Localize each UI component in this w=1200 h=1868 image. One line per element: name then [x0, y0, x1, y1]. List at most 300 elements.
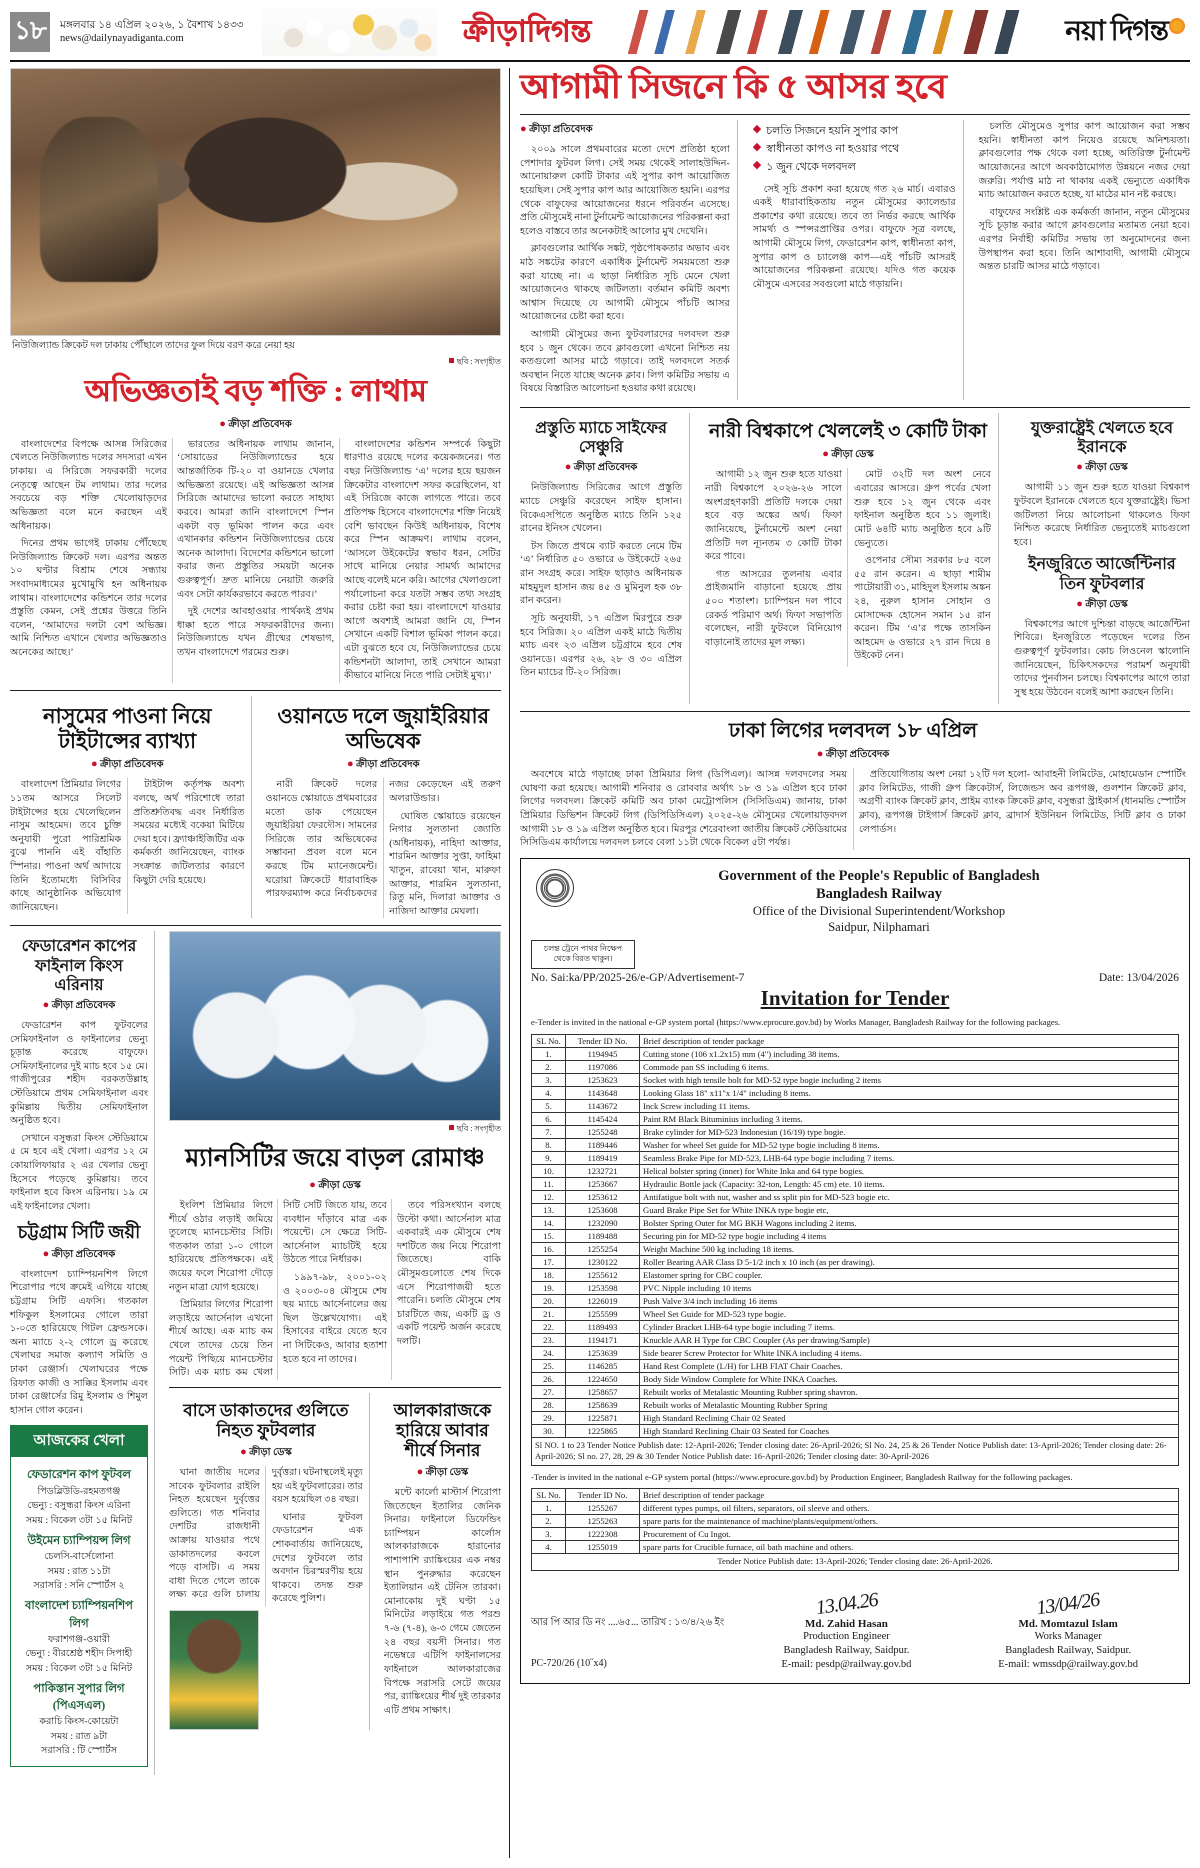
byline — [10, 417, 501, 434]
lead-col-1 — [520, 120, 738, 400]
signatory-name: Md. Momtazul Islam — [1018, 1618, 1118, 1631]
cell-sl: 4. — [532, 1086, 566, 1099]
table-row — [532, 1528, 1179, 1541]
list-item — [753, 158, 956, 176]
tender-header — [531, 867, 1179, 936]
cell-sl: 24. — [532, 1346, 566, 1359]
paragraph: বাংলাদেশ প্রিমিয়ার লিগের ১১তম আসরে সিলেট টাইটান্সের হয়ে খেলেছিলেন নাসুম আহমেদ। তবে চুক্তি অনুযায়ী পুরো পারিশ্রমিক বুঝে পাননি এই বাঁহাতি স্পিনার। পাওনা অর্থ আদায়ে তিনি ইতোমধ্যে বিসিবির কাছে আনুষ্ঠানিক অভিযোগ জানিয়েছেন। — [10, 779, 122, 913]
story-headline: বাসে ডাকাতদের গুলিতে নিহত ফুটবলার — [183, 1400, 349, 1440]
cell-description: Inck Screw including 11 items. — [640, 1099, 1179, 1112]
cell-description: Wheel Set Guide for MD-523 type bogie. — [640, 1307, 1179, 1320]
cell-description: Socket with high tensile bolt for MD-52 type bogie including 2 items — [640, 1073, 1179, 1086]
table-row — [532, 1398, 1179, 1411]
today-schedule-box — [10, 1425, 148, 1766]
table-row — [532, 1086, 1179, 1099]
paragraph: টাইটান্স কর্তৃপক্ষ অবশ্য বলছে, অর্থ পরিশোধে তারা প্রতিশ্রুতিবদ্ধ এবং নির্ধারিত সময়ের মধ্যেই বকেয়া মিটিয়ে দেয়া হবে। ফ্র্যাঞ্চাইজিটির এক কর্মকর্তা জানিয়েছেন, ব্যাংক সংক্রান্ত জটিলতার কারণে কিছুটা দেরি হয়েছে। — [133, 779, 245, 886]
list-item — [753, 140, 956, 158]
government-line: Government of the People's Republic of Bangladesh — [718, 867, 1040, 884]
paragraph: মন্টে কার্লো মাস্টার্স শিরোপা জিতেছেন ইতালির জেনিক সিনার। ফাইনালে ডিফেন্ডিং চ্যাম্পিয়ন কার্লোস আলকারাজকে হারানোর পাশাপাশি র‍্যাঙ্কিংয়ের এক নম্বর স্থান পুনরুদ্ধার করেছেন ইতালিয়ান এই টেনিস তারকা। মোনাকোয় দুই ঘণ্টা ১৫ মিনিটের লড়াইয়ে গত পরশু ৭-৬ (৭-৪), ৬-৩ গেমে জেতেন ২৪ বছর বয়সী সিনার। গত নভেম্বরে এটিপি ফাইনালসের ফাইনালে আলকারাজের বিপক্ষে সরাসরি সেটে জয়ের পর, র‍্যাঙ্কিংয়ের শীর্ষ দুই তারকার এটি প্রথম সাক্ষাৎ। — [383, 1487, 501, 1716]
tender-table-1 — [531, 1034, 1179, 1438]
story-headline: ফেডারেশন কাপের ফাইনাল কিংস এরিনায় — [21, 938, 137, 994]
paragraph: বাংলাদেশ চ্যাম্পিয়নশিপ লিগে শিরোপার পথে ক্রমেই এগিয়ে যাচ্ছে চট্টগ্রাম সিটি এফসি। গতকাল শফিকুল ইসলামের গোলে তারা ১-০তে হারিয়েছে গিটল ফ্রেন্ডসকে। অন্য ম্যাচে ২-২ গোলে ড্র করেছে খেলাঘর সমাজ কল্যাণ সমিতি ও ঢাকা রেঞ্জার্স। খেলাঘরের পক্ষে রিফাত কাজী ও সাক্কির ইসলাম এবং ঢাকা রেঞ্জার্সের রিমু ইসলাম ও শিমুল হাসান গোল করেন। — [10, 1268, 148, 1416]
cell-sl: 9. — [532, 1151, 566, 1164]
athletes-banner-photo — [613, 10, 1043, 54]
cell-tender-id: 1194171 — [566, 1333, 640, 1346]
masthead — [10, 6, 1190, 62]
schedule-teams: চেলসি-বার্সেলোনা — [44, 1551, 114, 1563]
cell-tender-id: 1253608 — [566, 1203, 640, 1216]
cell-tender-id: 1258657 — [566, 1385, 640, 1398]
cell-sl: 10. — [532, 1164, 566, 1177]
cell-description: Bolster Spring Outer for MG BKH Wagons including 2 items. — [640, 1216, 1179, 1229]
table-row — [532, 1515, 1179, 1528]
signatory-org: Bangladesh Railway, Saidpur. — [783, 1645, 910, 1657]
section-logo: ক্রীড়াদিগন্ত — [462, 14, 592, 48]
credit-text: ছবি : সংগৃহীত — [456, 1124, 501, 1134]
today-schedule-title: আজকের খেলা — [11, 1426, 147, 1457]
paragraph: ঘানার ফুটবল ফেডারেশন এক শোকবার্তায় জানিয়েছে, দেশের ফুটবলে তার অবদান চিরস্মরণীয় হয়ে থাকবে। তদন্ত শুরু করেছে পুলিশ। — [271, 1511, 363, 1605]
cell-sl: 3. — [532, 1528, 566, 1541]
column-header-description: Brief description of tender package — [640, 1034, 1179, 1047]
paragraph: ওপেনার সৌম্য সরকার ৮৫ বলে ৫৫ রান করেন। এ ছাড়া শামীম পাটোয়ারী ৩১, মাহিদুল ইসলাম অঙ্কন ২৪, নুরুল হাসান সোহান ও মোসাদ্দেক হোসেন সমান ১৫ রান করেন। টিম ‘এ’র পক্ষে তাসকিন আহমেদ ৬ ওভারে ২৭ রান দিয়ে ৪ উইকেট নেন। — [853, 555, 991, 662]
byline — [1014, 460, 1190, 477]
table-row — [532, 1372, 1179, 1385]
column-header-sl: SL No. — [532, 1034, 566, 1047]
paragraph: ক্লাবগুলোর আর্থিক সঙ্কট, পৃষ্ঠপোষকতার অভাব এবং মাঠ সঙ্কটের কারণে একাধিক টুর্নামেন্ট সময়মতো শুরু করা যাচ্ছে না। এ ছাড়া নির্ধারিত সূচি মেনে খেলা আয়োজনেও থাকছে জটিলতা। বর্তমান কমিটি অবশ্য আশ্বাস দিয়েছে যে আগামী মৌসুমে পাঁচটি আসর আয়োজনের চেষ্টা করা হবে। — [520, 243, 730, 323]
bullet-icon: ● — [309, 1178, 316, 1191]
signatory-email: E-mail: wmssdp@railway.gov.bd — [998, 1659, 1139, 1671]
bullet-icon: ● — [42, 1247, 50, 1260]
credit-marker-icon — [449, 1125, 454, 1130]
lead-col-3 — [972, 120, 1190, 400]
schedule-title: পাকিস্তান সুপার লিগ (পিএসএল) — [33, 1682, 125, 1713]
story-body — [266, 778, 501, 918]
paragraph: ভারতের অধিনায়ক লাথাম জানান, ‘সোয়াডের নিউজিল্যান্ডের হয়ে আন্তর্জাতিক টি-২০ বা ওয়ানডে খেলার অভিজ্ঞতা রয়েছে। এই অভিজ্ঞতা আসন্ন সিরিজে আমাদের ভালো করতে সাহায্য করবে। আমরা জানি বাংলাদেশে স্পিন একটা বড় ভূমিকা পালন করে এবং এখানকার কন্ডিশন নিউজিল্যান্ডের চেয়ে অনেক আলাদা। বিদেশের কন্ডিশনে ভালো করার জন্য প্রস্তুতির সময়টা অনেক গুরুত্বপূর্ণ। দ্রুত মানিয়ে নেয়াটা জরুরি এবং সেটা কার্যকরভাবে করতে পারব।’ — [177, 438, 334, 600]
cell-description: Washer for wheel Set guide for MD-52 type bogie including 8 items. — [640, 1138, 1179, 1151]
rpr-reference: আর পি আর ডি নং ....৬৫... তারিখ : ১৩/৪/২৬ ইং — [531, 1617, 725, 1629]
tender-footer — [531, 1588, 1179, 1673]
contact-email: news@dailynayadiganta.com — [60, 33, 184, 44]
byline-text: ক্রীড়া প্রতিবেদক — [51, 1248, 116, 1260]
story-headline: ওয়ানডে দলে জুয়াইরিয়ার অভিষেক — [277, 703, 490, 753]
column-header-tenderid: Tender ID No. — [566, 1489, 640, 1502]
tender-intro-2: -Tender is invited in the national e-GP system portal (https://www.eprocure.gov.bd) by Production Engineer, Bangladesh Railway for the following packages. — [531, 1471, 1073, 1482]
table-row — [532, 1177, 1179, 1190]
secondary-stories-row — [10, 696, 501, 919]
table-row — [532, 1502, 1179, 1515]
schedule-broadcast: সরাসরি : টি স্পোর্টস — [41, 1745, 117, 1757]
story-sinner — [378, 1393, 501, 1730]
paragraph: ইংলিশ প্রিমিয়ার লিগে শীর্ষে ওঠার লড়াই জমিয়ে তুলেছে ম্যানচেস্টার সিটি। গতকাল তারা ১-০ গোলে হারিয়েছে প্রতিপক্ষকে। এই জয়ের ফলে শিরোপা দৌড়ে নতুন মাত্রা যোগ হয়েছে। — [168, 1199, 273, 1293]
cell-tender-id: 1189493 — [566, 1320, 640, 1333]
cell-sl: 11. — [532, 1177, 566, 1190]
cell-description: Knuckle AAR H Type for CBC Coupler (As per drawing/Sample) — [640, 1333, 1179, 1346]
story-womens-worldcup — [698, 413, 999, 703]
cell-description: High Standard Reclining Chair 02 Seated — [640, 1411, 1179, 1424]
cell-sl: 26. — [532, 1372, 566, 1385]
cell-description: High Standard Reclining Chair 03 Seated for Coaches — [640, 1424, 1179, 1437]
byline — [1014, 597, 1190, 614]
paragraph: সেখানে বসুন্ধরা কিংস স্টেডিয়ামে ৫ মে হবে এই খেলা। এরপর ১২ মে কোয়ালিফায়ার ২ এর খেলার ভেন্যু হিসেবে পড়েছে কুমিল্লায়। তবে ফাইনাল হবে কিংস এরিনায়। ১৯ মে এই ফাইনালের খেলা। — [10, 1132, 148, 1212]
bottom-left-row — [169, 1393, 501, 1730]
table-row — [532, 1151, 1179, 1164]
cell-sl: 27. — [532, 1385, 566, 1398]
cell-description: Guard Brake Pipe Set for White INKA type bogie etc, — [640, 1203, 1179, 1216]
tender-title-block — [579, 867, 1179, 936]
byline-text: ক্রীড়া ডেস্ক — [831, 449, 874, 461]
cell-tender-id: 1225871 — [566, 1411, 640, 1424]
schedule-title: উইমেন চ্যাম্পিয়ন্স লিগ — [27, 1534, 131, 1547]
story-footballer-killed — [169, 1393, 370, 1730]
cell-tender-id: 1255612 — [566, 1268, 640, 1281]
schedule-time: সময় : বিকেল ৩টা ১৫ মিনিট — [25, 1514, 133, 1526]
paragraph: আগামী মৌসুমের জন্য ফুটবলারদের দলবদল শুরু হবে ১ জুন থেকে। তবে ক্লাবগুলো এখনো নিশ্চিত নয় কতগুলো আসর মাঠে গড়াবে। তাই দলবদলে সতর্ক অবস্থান নিতে যাচ্ছে অনেক ক্লাব। লিগ কমিটির সভায় এ বিষয়ে বিস্তারিত আলোচনা হওয়ার কথা রয়েছে। — [520, 329, 730, 395]
paragraph: বিশ্বকাপের আগে দুশ্চিন্তা বাড়ছে আর্জেন্টিনা শিবিরে। ইনজুরিতে পড়েছেন দলের তিন গুরুত্বপূর্ণ ফুটবলার। কোচ লিওনেল স্কালোনি জানিয়েছেন, চিকিৎসকদের পরামর্শ অনুযায়ী তাদের পুনর্বাসন চলছে। বিশ্বকাপের আগে তারা সুস্থ হয়ে উঠবেন বলেই আশা করছেন তিনি। — [1013, 618, 1191, 698]
bullet-icon: ● — [240, 1445, 247, 1458]
cell-description: Helical bolster spring (inner) for White Inka and 64 type bogies. — [640, 1164, 1179, 1177]
cell-description: Rebuilt works of Metalastic Mounting Rubber Spring — [640, 1398, 1179, 1411]
table-row — [532, 1255, 1179, 1268]
cell-sl: 3. — [532, 1073, 566, 1086]
cell-tender-id: 1146285 — [566, 1359, 640, 1372]
cell-tender-id: 1189446 — [566, 1138, 640, 1151]
key-points-list — [753, 122, 956, 176]
diamond-icon: ◆ — [752, 123, 762, 136]
cell-sl: 23. — [532, 1333, 566, 1346]
byline — [520, 747, 1186, 764]
table-row — [532, 1307, 1179, 1320]
right-column — [510, 68, 1190, 1858]
cell-description: Looking Glass 18" x11"x 1/4" including 8 items. — [640, 1086, 1179, 1099]
cell-tender-id: 1253612 — [566, 1190, 640, 1203]
signatory-role: Production Engineer — [803, 1631, 890, 1643]
table-row — [532, 1099, 1179, 1112]
byline — [384, 1465, 501, 1482]
bullet-icon: ● — [822, 448, 829, 461]
byline-text: ক্রীড়া ডেস্ক — [249, 1446, 292, 1458]
table-row — [532, 1060, 1179, 1073]
cell-sl: 6. — [532, 1112, 566, 1125]
bullet-icon: ● — [416, 1466, 424, 1478]
cell-sl: 30. — [532, 1424, 566, 1437]
third-row — [10, 931, 501, 1774]
list-item-label: ১ জুন থেকে দলবদল — [766, 161, 856, 174]
cell-description: Commode pan SS including 6 items. — [640, 1060, 1179, 1073]
cell-description: Side bearer Screw Protector for White INKA including 4 items. — [640, 1346, 1179, 1359]
story-headline: চট্টগ্রাম সিটি জয়ী — [17, 1221, 141, 1242]
cell-tender-id: 1225865 — [566, 1424, 640, 1437]
schedule-time: সময় : রাত ১১টা — [47, 1565, 111, 1577]
story-juwairiya — [260, 696, 501, 919]
tender-date: Date: 13/04/2026 — [1098, 972, 1179, 985]
bullet-icon: ● — [219, 417, 226, 430]
cell-description: Securing pin for MD-52 type bogie including 4 items — [640, 1229, 1179, 1242]
cell-tender-id: 1230122 — [566, 1255, 640, 1268]
paragraph: চলতি মৌসুমেও সুপার কাপ আয়োজন করা সম্ভব হয়নি। স্বাধীনতা কাপ নিয়েও রয়েছে অনিশ্চয়তা। ক্লাবগুলোর পক্ষ থেকে বলা হচ্ছে, অতিরিক্ত টুর্নামেন্ট আয়োজনের আগে অবকাঠামোগত উন্নয়নে নজর দেয়া জরুরি। পর্যাপ্ত মাঠ না থাকায় একই ভেন্যুতে একাধিক ম্যাচ আয়োজন করতে হচ্ছে, যা মাঠের মান নষ্ট করছে। — [978, 121, 1190, 201]
paper-logo-text: নয়া দিগন্ত — [1065, 15, 1168, 47]
story-nasum — [10, 696, 252, 919]
table-row — [532, 1424, 1179, 1437]
story-headline: ঢাকা লিগের দলবদল ১৮ এপ্রিল — [728, 719, 978, 742]
table-row — [532, 1320, 1179, 1333]
paragraph: ঘোষিত স্কোয়াডে রয়েছেন নিগার সুলতানা জ্যোতি (অধিনায়ক), নাহিদা আক্তার, শারমিন আক্তার সুপ্তা, ফাহিমা খাতুন, রাবেয়া খান, মারুফা আক্তার, শারমিন সুলতানা, রিতু মনি, দিলারা আক্তার ও নাজিদা আক্তার মেঘলা। — [389, 810, 501, 917]
cell-description: Hand Rest Complete (L/H) for LHB FIAT Chair Coaches. — [640, 1359, 1179, 1372]
cell-tender-id: 1255254 — [566, 1242, 640, 1255]
cell-sl: 8. — [532, 1138, 566, 1151]
cell-tender-id: 1255263 — [566, 1515, 640, 1528]
lead-col-2 — [746, 120, 964, 400]
table-row — [532, 1125, 1179, 1138]
publication-date: মঙ্গলবার ১৪ এপ্রিল ২০২৬, ১ বৈশাখ ১৪৩৩ — [60, 18, 244, 31]
tender-table-1-body — [532, 1047, 1179, 1437]
bullet-icon: ● — [816, 748, 824, 761]
cell-tender-id: 1189488 — [566, 1229, 640, 1242]
bullet-icon: ● — [520, 123, 527, 136]
table-row — [532, 1411, 1179, 1424]
paper-logo — [1065, 9, 1190, 56]
story-body — [705, 468, 991, 667]
byline-text: ক্রীড়া প্রতিবেদক — [51, 1000, 116, 1011]
byline — [169, 1178, 501, 1195]
story-iran-usa — [1007, 413, 1190, 703]
cell-tender-id: 1226019 — [566, 1294, 640, 1307]
tender-table-2-body — [532, 1502, 1179, 1554]
right-secondary-row — [520, 413, 1190, 703]
bullet-icon: ● — [564, 461, 572, 474]
cell-tender-id: 1194945 — [566, 1047, 640, 1060]
story-body — [169, 1199, 501, 1380]
paragraph: প্রিমিয়ার লিগের শিরোপা লড়াইয়ে আর্সেনাল এখনো শীর্ষে আছে। এক ম্যাচ কম খেলে তাদের চেয়ে তিন পয়েন্ট পিছিয়ে ম্যানচেস্টার সিটি। এক ম্যাচ কম খেলা সিটি সেটি জিতে যায়, তবে ব্যবধান দাঁড়াবে মাত্র এক পয়েন্টে। সে ক্ষেত্রে সিটি-আর্সেনাল ম্যাচটিই হয়ে উঠতে পারে নির্ধারক। — [168, 1199, 387, 1379]
paragraph: ১৯৯৭-৯৮, ২০০১-০২ ও ২০০৩-০৪ মৌসুমে শেষ ছয় ম্যাচে আর্সেনালের জয় ছিল উল্লেখযোগ্য। এই হিসাবের বাইরে যেতে হবে না সিটিকেও, আবার হতাশা হতে হবে না তাদের। — [282, 1271, 387, 1365]
lead-photo — [10, 68, 501, 336]
cell-tender-id: 1232721 — [566, 1164, 640, 1177]
cell-description: Procurement of Cu Ingot. — [640, 1528, 1179, 1541]
cell-description: spare parts for the maintenance of machine/plants/equipment/others. — [640, 1515, 1179, 1528]
sports-equipment-photo — [262, 8, 437, 56]
page-title: অভিজ্ঞতাই বড় শক্তি : লাথাম — [84, 375, 427, 409]
left-wide-column — [163, 931, 501, 1774]
tender-dates-note-1: Sl NO. 1 to 23 Tender Notice Publish date: 12-April-2026; Tender closing date: 26-April-2026; Sl No. 24, 25 & 26 Tender Notice Publish date: 13-April-2026; Tender closing date: 26-April-2026; Sl no. 27, 28, 29 & 30 Tender Notice Publish date: 16-April-2026; Tender closing date: 30-April-2026 — [531, 1438, 1179, 1466]
byline — [10, 757, 245, 774]
cell-tender-id: 1255019 — [566, 1541, 640, 1554]
lead-headline: আগামী সিজনে কি ৫ আসর হবে — [520, 69, 947, 106]
cell-sl: 28. — [532, 1398, 566, 1411]
cell-description: different types pumps, oil filters, separators, oil sleeve and others. — [640, 1502, 1179, 1515]
office-line: Office of the Divisional Superintendent/Workshop — [752, 904, 1006, 919]
column-header-tenderid: Tender ID No. — [566, 1034, 640, 1047]
bullet-icon: ● — [1076, 597, 1083, 610]
story-dhaka-league — [520, 720, 1190, 850]
table-row — [532, 1281, 1179, 1294]
pc-reference: PC-720/26 (10˝x4) — [531, 1658, 607, 1670]
cell-sl: 20. — [532, 1294, 566, 1307]
cell-sl: 22. — [532, 1320, 566, 1333]
schedule-venue: ভেন্যু : বীরশ্রেষ্ঠ শহীদ সিপাহী — [25, 1648, 133, 1660]
cell-sl: 29. — [532, 1411, 566, 1424]
signature-mark: 13/04/26 — [1035, 1588, 1101, 1620]
cell-description: Brake cylinder for MD-523 Indonesian (16/19) type bogie. — [640, 1125, 1179, 1138]
byline — [266, 757, 501, 774]
story-headline: যুক্তরাষ্ট্রেই খেলতে হবে ইরানকে — [1030, 420, 1174, 457]
cell-description: Roller Bearing AAR Class D 5-1/2 inch x 10 inch (as per drawing). — [640, 1255, 1179, 1268]
byline — [520, 460, 682, 477]
cell-tender-id: 1222308 — [566, 1528, 640, 1541]
masthead-dateblock — [60, 18, 244, 46]
tender-emblem-block — [531, 867, 579, 910]
cell-tender-id: 1253667 — [566, 1177, 640, 1190]
signature-mark: 13.04.26 — [814, 1588, 879, 1620]
schedule-teams: পিডব্লিউডি-রহমতগঞ্জ — [37, 1485, 121, 1497]
cell-description: Weight Machine 500 kg including 18 items. — [640, 1242, 1179, 1255]
cell-description: spare parts for Crucible furnace, oil bath machine and others. — [640, 1541, 1179, 1554]
football-photo-credit — [169, 1121, 501, 1136]
cell-sl: 7. — [532, 1125, 566, 1138]
byline-text: ক্রীড়া ডেস্ক — [425, 1467, 469, 1478]
cell-sl: 2. — [532, 1515, 566, 1528]
cell-tender-id: 1258639 — [566, 1398, 640, 1411]
table-row — [532, 1385, 1179, 1398]
table-row — [532, 1112, 1179, 1125]
cell-sl: 5. — [532, 1099, 566, 1112]
byline-text: ক্রীড়া প্রতিবেদক — [356, 759, 420, 771]
cell-tender-id: 1143648 — [566, 1086, 640, 1099]
schedule-title: ফেডারেশন কাপ ফুটবল — [26, 1469, 131, 1482]
cell-sl: 1. — [532, 1502, 566, 1515]
table-row — [532, 1541, 1179, 1554]
bullet-icon: ● — [90, 758, 98, 771]
story-headline: ইনজুরিতে আর্জেন্টিনার তিন ফুটবলার — [1028, 556, 1176, 593]
table-row — [532, 1203, 1179, 1216]
byline-text: ক্রীড়া প্রতিবেদক — [529, 124, 593, 136]
schedule-time: সময় : রাত ৯টা — [50, 1730, 108, 1742]
cell-description: Cylinder Bracket LHB-64 type bogie including 7 items. — [640, 1320, 1179, 1333]
cell-description: Seamless Brake Pipe for MD-523, LHB-64 type bogie including 7 items. — [640, 1151, 1179, 1164]
column-header-description: Brief description of tender package — [640, 1489, 1179, 1502]
bullet-icon: ● — [42, 999, 50, 1011]
paragraph: টস জিতে প্রথমে ব্যাট করতে নেমে টিম ‘এ’ নির্ধারিত ৫০ ওভারে ৬ উইকেটে ২৬৫ রান সংগ্রহ করে। সাইফ ছাড়াও অধিনায়ক মাহমুদুল হাসান জয় ৪৫ ও মুমিনুল হক ৩৮ রান করেন। — [520, 540, 683, 607]
cell-description: Cutting stone (106 x1.2x15) mm (4") including 38 items. — [640, 1047, 1179, 1060]
tender-footer-left — [531, 1593, 736, 1673]
list-item — [753, 122, 956, 140]
cell-sl: 16. — [532, 1242, 566, 1255]
schedule-title: বাংলাদেশ চ্যাম্পিয়নশিপ লিগ — [24, 1600, 133, 1630]
table-row — [532, 1268, 1179, 1281]
tender-reference-row — [531, 972, 1179, 984]
cell-tender-id: 1255248 — [566, 1125, 640, 1138]
story-saif-century — [520, 413, 690, 703]
cell-tender-id: 1197086 — [566, 1060, 640, 1073]
tender-title: Invitation for Tender — [760, 986, 950, 1011]
story-headline: প্রস্তুতি ম্যাচে সাইফের সেঞ্চুরি — [535, 420, 667, 457]
table-header-row — [532, 1489, 1179, 1502]
byline-text: ক্রীড়া ডেস্ক — [1085, 598, 1128, 610]
diamond-icon: ◆ — [752, 159, 762, 172]
cell-description: PVC Nipple including 10 items — [640, 1281, 1179, 1294]
schedule-broadcast: সরাসরি : সনি স্পোর্টস ২ — [33, 1579, 125, 1591]
paragraph: নারী ক্রিকেট দলের ওয়ানডে স্কোয়াডে প্রথমবারের মতো ডাক পেয়েছেন জুয়াইরিয়া ফেরদৌস। সামনের সিরিজে তার অভিষেকের সম্ভাবনা প্রবল বলে মনে করছে টিম ম্যানেজমেন্ট। ঘরোয়া ক্রিকেটে ধারাবাহিক পারফরম্যান্স করে নির্বাচকদের নজর কেড়েছেন এই তরুণ অলরাউন্ডার। — [265, 779, 501, 900]
paragraph: অবশেষে মাঠে গড়াচ্ছে ঢাকা প্রিমিয়ার লিগ (ডিপিএল)। আসন্ন দলবদলের সময় ঘোষণা করা হয়েছে। আগামী শনিবার ও রোববার অর্থাৎ ১৮ ও ১৯ এপ্রিল হবে ঢাকা লিগের দলবদল। ক্রিকেট কমিটি অব ঢাকা মেট্রোপলিস (সিসিডিএম) জানায়, ঢাকা প্রিমিয়ার ডিভিশন ক্রিকেট লিগ (ডিপিডিসিএল) ২০২৫-২৬ মৌসুমের খেলোয়াড়বদল আগামী ১৮ ও ১৯ এপ্রিল অনুষ্ঠিত হবে। মিরপুর শেরেবাংলা জাতীয় ক্রিকেট স্টেডিয়ামের সিসিডিএম কার্যালয়ে দলবদল চলবে বেলা ১১টা থেকে বিকেল ৫টা পর্যন্ত। — [520, 769, 847, 849]
list-item-label: চলতি সিজনে হয়নি সুপার কাপ — [766, 125, 899, 138]
lead-story-columns — [520, 120, 1190, 400]
schedule-item — [18, 1681, 140, 1759]
stone-throwing-warning: চলন্ত ট্রেনে পাথর নিক্ষেপ থেকে বিরত থাকুন। — [531, 940, 635, 970]
table-row — [532, 1138, 1179, 1151]
schedule-item — [18, 1467, 140, 1527]
story-headline: নাসুমের পাওনা নিয়ে টাইটান্সের ব্যাখ্যা — [43, 703, 212, 753]
cell-description: Antifatigue bolt with nut, washer and ss split pin for MD-523 bogie etc. — [640, 1190, 1179, 1203]
table-row — [532, 1294, 1179, 1307]
cell-sl: 18. — [532, 1268, 566, 1281]
cell-tender-id: 1255267 — [566, 1502, 640, 1515]
cell-description: Elastomer spring for CBC coupler. — [640, 1268, 1179, 1281]
today-schedule-items — [11, 1457, 147, 1765]
story-body — [10, 778, 245, 914]
schedule-teams: ফরাশগঞ্জ-ওয়ারী — [48, 1633, 110, 1645]
tender-signature-block-right — [957, 1588, 1179, 1673]
left-narrow-column — [10, 931, 155, 1774]
paragraph: ঘানা জাতীয় দলের সাবেক ফুটবলার রাইলি নিহত হয়েছেন দুর্বৃত্তের গুলিতে। গত শনিবার দেশটির রাজধানী আক্রায় যাওয়ার পথে ডাকাতদলের কবলে পড়ে বাসটি। এ সময় বাধা দিতে গেলে তাকে লক্ষ্য করে গুলি চালায় দুর্বৃত্তরা। ঘটনাস্থলেই মৃত্যু হয় এই ফুটবলারের। তার বয়স হয়েছিল ৩৪ বছর। — [168, 1466, 363, 1601]
cell-description: Hydraulic Bottle jack (Capacity: 32-ton, Length: 45 cm) ete. 10 items. — [640, 1177, 1179, 1190]
story-headline: নারী বিশ্বকাপে খেললেই ৩ কোটি টাকা — [708, 421, 987, 443]
signatory-name: Md. Zahid Hasan — [805, 1618, 888, 1631]
organization-line: Bangladesh Railway — [815, 885, 943, 902]
schedule-time: সময় : বিকেল ৩টা ১৫ মিনিট — [25, 1662, 133, 1674]
cell-tender-id: 1143672 — [566, 1099, 640, 1112]
list-item-label: স্বাধীনতা কাপও না হওয়ার পথে — [766, 143, 900, 156]
cell-sl: 25. — [532, 1359, 566, 1372]
paragraph: সূচি অনুযায়ী, ১৭ এপ্রিল মিরপুরে শুরু হবে সিরিজ। ২০ এপ্রিল একই মাঠে দ্বিতীয় ম্যাচ এবং ২৩ এপ্রিল চট্টগ্রামে হবে শেষ ওয়ানডে। এরপর ২৬, ২৮ ও ৩০ এপ্রিল তিন ম্যাচের টি-২০ সিরিজ। — [520, 612, 683, 679]
cell-description: Push Valve 3/4 inch including 16 items — [640, 1294, 1179, 1307]
cell-sl: 13. — [532, 1203, 566, 1216]
signatory-email: E-mail: pesdp@railway.gov.bd — [781, 1659, 912, 1671]
cell-tender-id: 1232090 — [566, 1216, 640, 1229]
government-seal-icon — [536, 869, 574, 907]
cell-sl: 15. — [532, 1229, 566, 1242]
cell-tender-id: 1253639 — [566, 1346, 640, 1359]
cell-tender-id: 1224650 — [566, 1372, 640, 1385]
byline-text: ক্রীড়া প্রতিবেদক — [573, 462, 638, 474]
signatory-org: Bangladesh Railway, Saidpur. — [1005, 1645, 1132, 1657]
football-celebration-photo — [169, 931, 501, 1121]
cell-tender-id: 1253598 — [566, 1281, 640, 1294]
signatory-role: Works Manager — [1034, 1631, 1102, 1643]
cell-description: Rebuilt works of Metalastic Mounting Rubber spring shavron. — [640, 1385, 1179, 1398]
paragraph: সেই সূচি প্রকাশ করা হয়েছে গত ২৬ মার্চ। এবারও একই ধারাবাহিকতায় নতুন মৌসুমের ক্যালেন্ডার প্রকাশের কথা রয়েছে। তবে তা নির্ভর করছে আর্থিক সামর্থ্য ও স্পন্সরপ্রাপ্তির ওপর। বাফুফে সূত্র বলছে, আগামী মৌসুমে লিগ, ফেডারেশন কাপ, স্বাধীনতা কাপ, সুপার কাপ ও চ্যালেঞ্জ কাপ—এই পাঁচটি আসরই আয়োজনের পরিকল্পনা রয়েছে। যদিও গত কয়েক মৌসুমে এসবের সবগুলো মাঠে গড়ায়নি। — [752, 183, 956, 290]
table-row — [532, 1164, 1179, 1177]
table-row — [532, 1190, 1179, 1203]
paragraph: নিউজিল্যান্ড সিরিজের আগে প্রস্তুতি ম্যাচে সেঞ্চুরি করেছেন সাইফ হাসান। বিকেএসপিতে অনুষ্ঠিত ম্যাচে তিনি ১২৫ রানের ইনিংস খেলেন। — [520, 482, 683, 535]
tender-ref-no: No. Sai:ka/PP/2025-26/e-GP/Advertisement-7 — [531, 972, 745, 985]
byline-text: ক্রীড়া প্রতিবেদক — [100, 759, 164, 771]
paragraph: দুই দেশের আবহাওয়ার পার্থক্যই প্রথম ধাক্কা হতে পারে সফরকারীদের জন্য। নিউজিল্যান্ডে যখন গ্রীষ্মের শেষভাগ, তখন বাংলাদেশে গরমের শুরু। — [177, 606, 334, 658]
paragraph: গত আসরের তুলনায় এবার প্রাইজমানি বাড়ানো হয়েছে প্রায় ৫০০ শতাংশ। চ্যাম্পিয়ন দল পাবে রেকর্ড পরিমাণ অর্থ। ফিফা সভাপতি বলেছেন, নারী ফুটবলে বিনিয়োগ বাড়ানোই তাদের মূল লক্ষ্য। — [705, 568, 842, 648]
paragraph: আগামী ১১ জুন শুরু হতে যাওয়া বিশ্বকাপ ফুটবলে ইরানকে খেলতে হবে যুক্তরাষ্ট্রেই। ভিসা জটিলতা নিয়ে আলোচনা থাকলেও ফিফা নিশ্চিত করেছে নির্ধারিত ভেন্যুতেই ম্যাচগুলো হবে। — [1013, 482, 1191, 548]
paragraph: বাংলাদেশের কন্ডিশন সম্পর্কে কিছুটা ধারণাও রয়েছে দলের কয়েকজনের। গত বছর নিউজিল্যান্ড ‘এ’ দলের হয়ে ছয়জন ক্রিকেটার বাংলাদেশ সফর করেছিলেন, যা এই সিরিজে কাজে লাগতে পারে। তবে প্রতিপক্ষ হিসেবে বাংলাদেশের শক্তি নিয়েই বেশি ভাবছেন কিউই অধিনায়ক, বিশেষ করে স্পিন আক্রমণ। লাথাম বলেন, ‘আসলে উইকেটের স্বভাব ধরন, সেটির সাথে মানিয়ে নেয়ার সামর্থ্য আমাদের আছে বলেই মনে করি। আগের খেলাগুলো পর্যালোচনা করে যতটা সম্ভব তথ্য সংগ্রহ করার চেষ্টা করা হয়। বাংলাদেশে যাওয়ার আগে অবশ্যই আমরা জানি যে, স্পিন সেখানে একটি বিশাল ভূমিকা পালন করে। এটা বুঝতে হবে যে, নিউজিল্যান্ডের চেয়ে কন্ডিশনটা আলাদা, তাই সেখানে আমরা কীভাবে মানিয়ে নিতে পারি সেটাই মুখ্য।’ — [344, 438, 501, 682]
byline-text: ক্রীড়া ডেস্ক — [1085, 462, 1128, 474]
cell-tender-id: 1189419 — [566, 1151, 640, 1164]
lead-photo-credit — [10, 354, 501, 369]
bullet-icon: ● — [1076, 461, 1083, 474]
credit-marker-icon — [449, 358, 454, 363]
paragraph: ফেডারেশন কাপ ফুটবলের সেমিফাইনাল ও ফাইনালের ভেন্যু চূড়ান্ত করেছে বাফুফে। সেমিফাইনালের দুই ম্যাচ হবে ১৫ মে। গাজীপুরের শহীদ বরকতউল্লাহ স্টেডিয়ামে প্রথম সেমিফাইনাল এবং কুমিল্লায় দ্বিতীয় সেমিফাইনাল অনুষ্ঠিত হবে। — [10, 1020, 148, 1127]
sun-icon — [1169, 18, 1185, 34]
cell-tender-id: 1255599 — [566, 1307, 640, 1320]
paragraph: তবে পরিসংখ্যান বলছে উল্টো কথা। আর্সেনাল মাত্র একবারই এক মৌসুমে শেষ দশটিতে জয় নিয়ে শিরোপা জিতেছে। বাকি মৌসুমগুলোতে শেষ দিকে এসে শিরোপাজয়ী হতে পারেনি। চলতি মৌসুমে শেষ চারটিতে জয়, একটি ড্র ও একটি পয়েন্ট অর্জন করেছে দলটি। — [396, 1199, 501, 1348]
table-row — [532, 1216, 1179, 1229]
tender-intro: e-Tender is invited in the national e-GP system portal (https://www.eprocure.gov.bd) by Works Manager, Bangladesh Railway for the following packages. — [531, 1017, 1061, 1028]
cell-description: Paint RM Black Bituminius including 3 items. — [640, 1112, 1179, 1125]
schedule-venue: ভেন্যু : বসুন্ধরা কিংস এরিনা — [27, 1500, 131, 1512]
